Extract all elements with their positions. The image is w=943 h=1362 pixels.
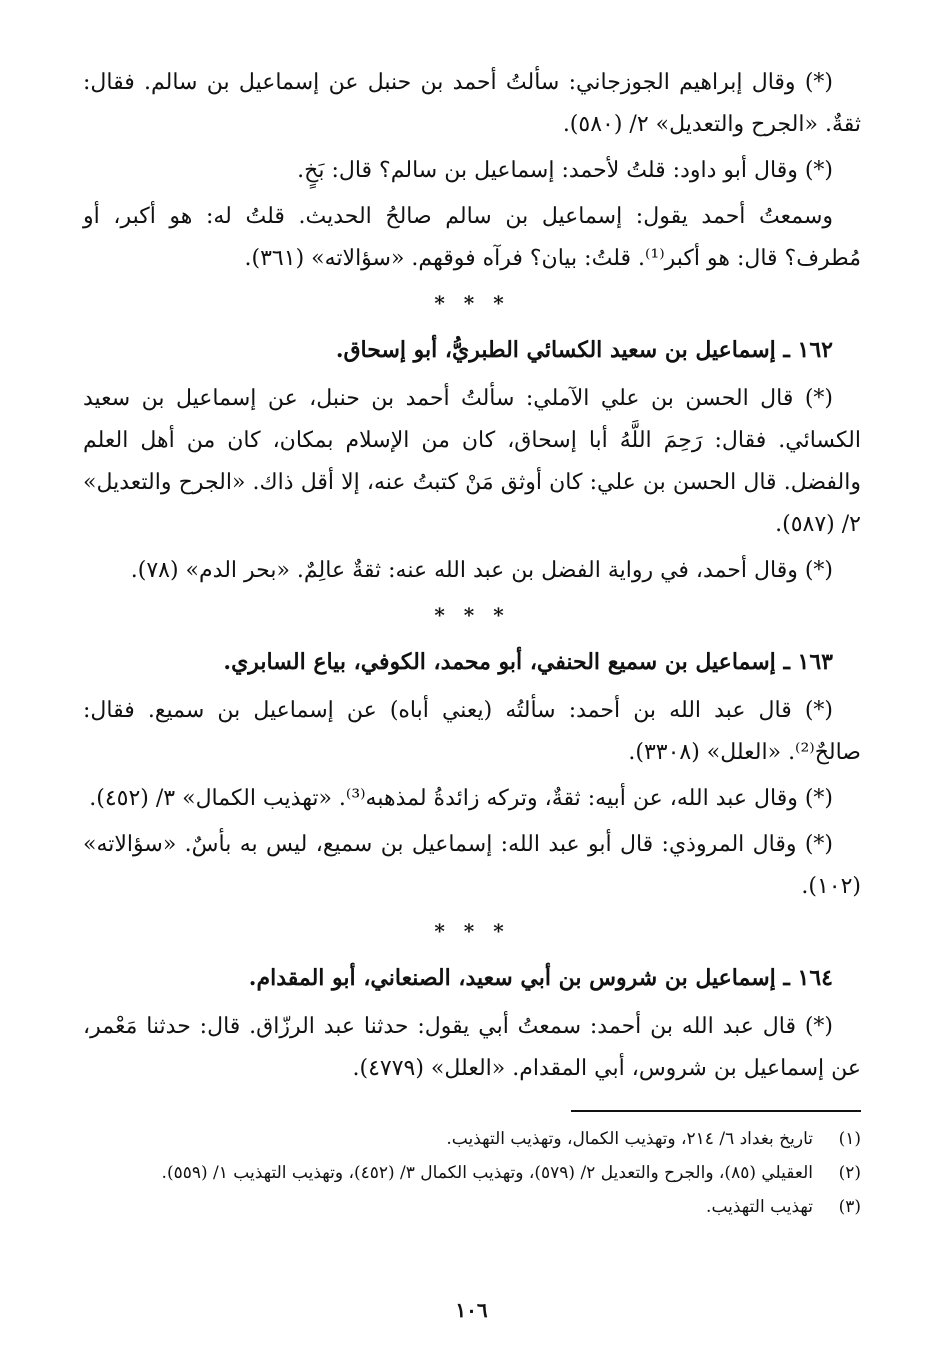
footnotes: [83, 1124, 861, 1223]
paragraph: (*) وقال أحمد، في رواية الفضل بن عبد الله عنه: ثقةٌ عالِمٌ. «بحر الدم» (٧٨).: [130, 558, 833, 583]
paragraph: (*) وقال المروذي: قال أبو عبد الله: إسماعيل بن سميع، ليس به بأسٌ. «سؤالاته» (١٠٢).: [83, 832, 861, 899]
footnote: [83, 1192, 861, 1223]
entry-heading-164: ١٦٤ ـ إسماعيل بن شروس بن أبي سعيد، الصنعاني، أبو المقدام.: [248, 965, 833, 991]
page-body: [83, 62, 861, 1226]
paragraph: (*) وقال أبو داود: قلتُ لأحمد: إسماعيل بن سالم؟ قال: بَخٍ.: [297, 158, 833, 183]
entry-heading-163: ١٦٣ ـ إسماعيل بن سميع الحنفي، أبو محمد، الكوفي، بياع السابري.: [223, 649, 833, 675]
footnote-text: تاريخ بغداد ٦/ ٢١٤، وتهذيب الكمال، وتهذيب التهذيب.: [446, 1129, 813, 1149]
paragraph: (*) قال عبد الله بن أحمد: سمعتُ أبي يقول: حدثنا عبد الرزّاق. قال: حدثنا مَعْمر، عن إسماعيل بن شروس، أبي المقدام. «العلل» (٤٧٧٩).: [83, 1014, 861, 1081]
paragraph: وسمعتُ أحمد يقول: إسماعيل بن سالم صالحُ الحديث. قلتُ له: هو أكبر، أو مُطرف؟ قال: هو أكبر⁽¹⁾. قلتُ: بيان؟ فرآه فوقهم. «سؤالاته» (٣٦١).: [83, 204, 861, 271]
paragraph: (*) وقال إبراهيم الجوزجاني: سألتُ أحمد بن حنبل عن إسماعيل بن سالم. فقال: ثقةٌ. «الجرح والتعديل» ٢/ (٥٨٠).: [83, 70, 861, 137]
footnote-number: (٣): [838, 1197, 861, 1217]
page-number: ١٠٦: [455, 1298, 488, 1322]
footnote-text: العقيلي (٨٥)، والجرح والتعديل ٢/ (٥٧٩)، وتهذيب الكمال ٣/ (٤٥٢)، وتهذيب التهذيب ١/ (٥٥٩).: [161, 1163, 813, 1183]
paragraph: (*) قال عبد الله بن أحمد: سألتُه (يعني أباه) عن إسماعيل بن سميع. فقال: صالحٌ⁽²⁾. «العلل» (٣٣٠٨).: [83, 698, 861, 765]
footnote-divider: [571, 1110, 861, 1112]
section-separator: * * *: [434, 919, 510, 943]
paragraph: (*) قال الحسن بن علي الآملي: سألتُ أحمد بن حنبل، عن إسماعيل بن سعيد الكسائي. فقال: رَحِمَ اللَّهُ أبا إسحاق، كان من الإسلام بمكان، كان من أهل العلم والفضل. قال الحسن بن علي: كان أوثق مَنْ كتبتُ عنه، إلا أقل ذاك. «الجرح والتعديل» ٢/ (٥٨٧).: [83, 386, 861, 537]
entry-heading-162: ١٦٢ ـ إسماعيل بن سعيد الكسائي الطبريُّ، أبو إسحاق.: [335, 337, 833, 363]
paragraph: (*) وقال عبد الله، عن أبيه: ثقةٌ، وتركه زائدةُ لمذهبه⁽³⁾. «تهذيب الكمال» ٣/ (٤٥٢).: [89, 786, 833, 811]
footnote-number: (١): [838, 1129, 861, 1149]
footnote-number: (٢): [838, 1163, 861, 1183]
footnote: [83, 1158, 861, 1189]
footnote-text: تهذيب التهذيب.: [706, 1197, 813, 1217]
footnote: [83, 1124, 861, 1155]
section-separator: * * *: [434, 291, 510, 315]
section-separator: * * *: [434, 603, 510, 627]
